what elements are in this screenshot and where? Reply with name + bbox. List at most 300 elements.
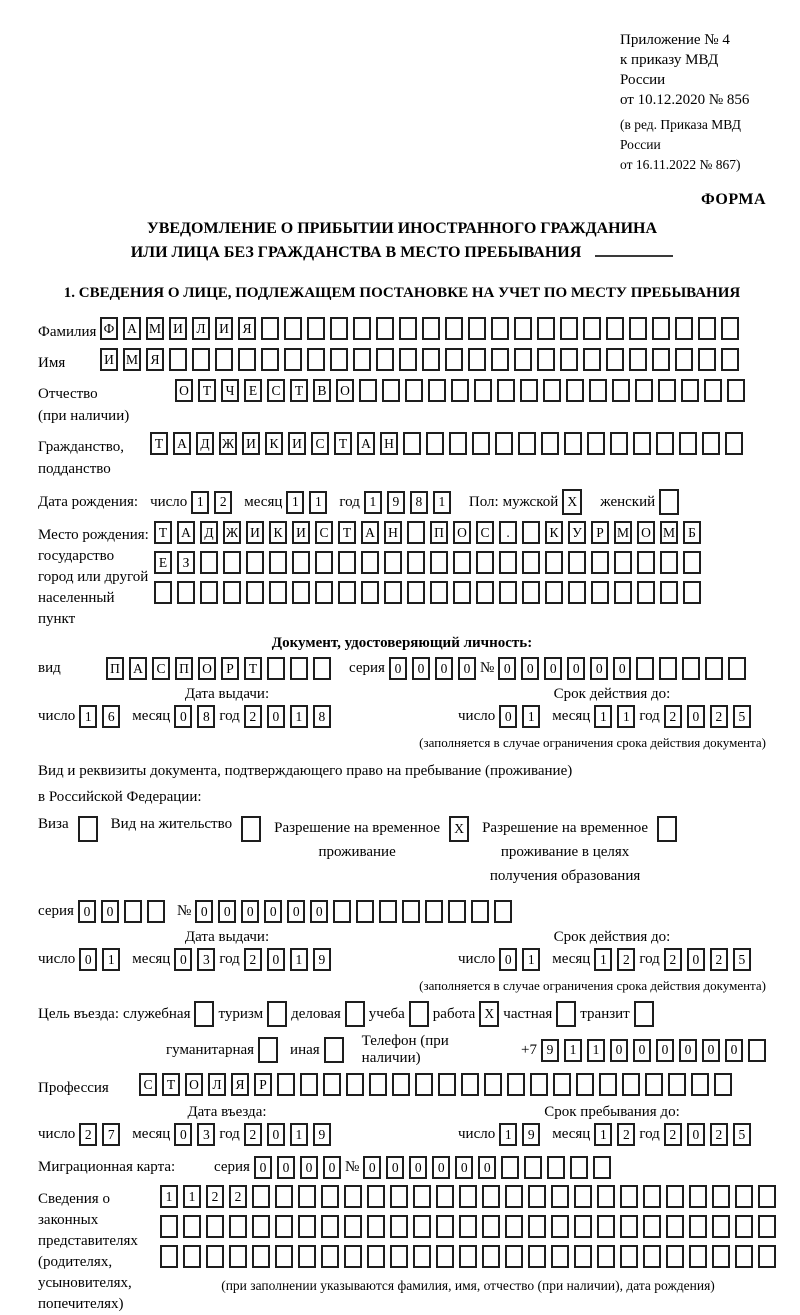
char-cell[interactable]	[689, 1215, 707, 1238]
char-cell[interactable]: М	[660, 521, 678, 544]
char-cell[interactable]	[497, 379, 515, 402]
char-cell[interactable]: 9	[541, 1039, 559, 1062]
char-cell[interactable]	[482, 1245, 500, 1268]
char-cell[interactable]: 2	[710, 1123, 728, 1146]
char-cell[interactable]: 0	[590, 657, 608, 680]
char-cell[interactable]: 0	[725, 1039, 743, 1062]
char-cell[interactable]: 0	[409, 1156, 427, 1179]
char-cell[interactable]	[413, 1215, 431, 1238]
char-cell[interactable]	[476, 551, 494, 574]
char-cell[interactable]	[300, 1073, 318, 1096]
char-cell[interactable]	[384, 551, 402, 574]
char-cell[interactable]	[643, 1185, 661, 1208]
char-cell[interactable]: 0	[687, 1123, 705, 1146]
char-cell[interactable]	[551, 1185, 569, 1208]
char-cell[interactable]	[645, 1073, 663, 1096]
char-cell[interactable]	[471, 900, 489, 923]
char-cell[interactable]	[390, 1185, 408, 1208]
char-cell[interactable]	[666, 1185, 684, 1208]
char-cell[interactable]	[160, 1215, 178, 1238]
char-cell[interactable]	[307, 317, 325, 340]
char-cell[interactable]	[277, 1073, 295, 1096]
char-cell[interactable]	[356, 900, 374, 923]
char-cell[interactable]	[246, 581, 264, 604]
char-cell[interactable]	[436, 1185, 454, 1208]
char-cell[interactable]	[622, 1073, 640, 1096]
char-cell[interactable]	[252, 1215, 270, 1238]
char-cell[interactable]	[476, 581, 494, 604]
char-cell[interactable]: И	[100, 348, 118, 371]
char-cell[interactable]: 9	[522, 1123, 540, 1146]
char-cell[interactable]	[560, 348, 578, 371]
char-cell[interactable]: Е	[244, 379, 262, 402]
char-cell[interactable]	[758, 1245, 776, 1268]
char-cell[interactable]: 0	[300, 1156, 318, 1179]
char-cell[interactable]	[637, 551, 655, 574]
char-cell[interactable]: И	[292, 521, 310, 544]
char-cell[interactable]	[284, 317, 302, 340]
char-cell[interactable]	[338, 581, 356, 604]
char-cell[interactable]	[620, 1185, 638, 1208]
char-cell[interactable]	[436, 1245, 454, 1268]
char-cell[interactable]: 0	[287, 900, 305, 923]
char-cell[interactable]: 3	[197, 1123, 215, 1146]
char-cell[interactable]	[652, 348, 670, 371]
char-cell[interactable]: А	[361, 521, 379, 544]
char-cell[interactable]	[712, 1245, 730, 1268]
char-cell[interactable]	[376, 348, 394, 371]
char-cell[interactable]	[679, 432, 697, 455]
char-cell[interactable]	[353, 348, 371, 371]
char-cell[interactable]	[453, 581, 471, 604]
char-cell[interactable]: 0	[389, 657, 407, 680]
char-cell[interactable]: Л	[208, 1073, 226, 1096]
char-cell[interactable]: 0	[458, 657, 476, 680]
char-cell[interactable]	[629, 317, 647, 340]
char-cell[interactable]	[514, 348, 532, 371]
char-cell[interactable]: 2	[244, 705, 262, 728]
checkbox-cell[interactable]	[78, 816, 98, 842]
char-cell[interactable]	[705, 657, 723, 680]
char-cell[interactable]: 0	[498, 657, 516, 680]
char-cell[interactable]: 0	[499, 948, 517, 971]
char-cell[interactable]: Я	[238, 317, 256, 340]
char-cell[interactable]	[229, 1215, 247, 1238]
char-cell[interactable]	[568, 581, 586, 604]
char-cell[interactable]: 1	[564, 1039, 582, 1062]
char-cell[interactable]	[758, 1185, 776, 1208]
char-cell[interactable]: 0	[264, 900, 282, 923]
char-cell[interactable]: С	[139, 1073, 157, 1096]
char-cell[interactable]	[491, 348, 509, 371]
char-cell[interactable]	[445, 317, 463, 340]
char-cell[interactable]	[683, 581, 701, 604]
char-cell[interactable]: Н	[380, 432, 398, 455]
char-cell[interactable]	[407, 581, 425, 604]
char-cell[interactable]	[537, 348, 555, 371]
char-cell[interactable]: 0	[267, 705, 285, 728]
char-cell[interactable]: 1	[364, 491, 382, 514]
checkbox-cell[interactable]	[634, 1001, 654, 1027]
char-cell[interactable]	[315, 581, 333, 604]
char-cell[interactable]	[344, 1215, 362, 1238]
char-cell[interactable]	[675, 348, 693, 371]
char-cell[interactable]	[369, 1073, 387, 1096]
char-cell[interactable]	[633, 432, 651, 455]
char-cell[interactable]: 0	[567, 657, 585, 680]
char-cell[interactable]	[591, 581, 609, 604]
char-cell[interactable]: З	[177, 551, 195, 574]
char-cell[interactable]	[568, 551, 586, 574]
char-cell[interactable]: И	[242, 432, 260, 455]
char-cell[interactable]: 2	[617, 1123, 635, 1146]
char-cell[interactable]	[689, 1185, 707, 1208]
char-cell[interactable]: А	[173, 432, 191, 455]
char-cell[interactable]	[390, 1245, 408, 1268]
char-cell[interactable]	[392, 1073, 410, 1096]
char-cell[interactable]: 0	[702, 1039, 720, 1062]
char-cell[interactable]	[620, 1245, 638, 1268]
char-cell[interactable]: 0	[613, 657, 631, 680]
char-cell[interactable]	[275, 1215, 293, 1238]
char-cell[interactable]	[637, 581, 655, 604]
char-cell[interactable]	[551, 1215, 569, 1238]
char-cell[interactable]	[495, 432, 513, 455]
char-cell[interactable]	[702, 432, 720, 455]
char-cell[interactable]	[223, 581, 241, 604]
char-cell[interactable]	[344, 1245, 362, 1268]
char-cell[interactable]: М	[614, 521, 632, 544]
char-cell[interactable]	[390, 1215, 408, 1238]
char-cell[interactable]	[468, 317, 486, 340]
char-cell[interactable]	[522, 551, 540, 574]
char-cell[interactable]	[425, 900, 443, 923]
char-cell[interactable]: Т	[244, 657, 262, 680]
char-cell[interactable]: Я	[146, 348, 164, 371]
char-cell[interactable]	[522, 581, 540, 604]
char-cell[interactable]: 7	[102, 1123, 120, 1146]
char-cell[interactable]: 2	[617, 948, 635, 971]
char-cell[interactable]	[461, 1073, 479, 1096]
char-cell[interactable]	[238, 348, 256, 371]
char-cell[interactable]: 0	[499, 705, 517, 728]
char-cell[interactable]	[735, 1215, 753, 1238]
char-cell[interactable]: 2	[214, 491, 232, 514]
char-cell[interactable]: 0	[195, 900, 213, 923]
char-cell[interactable]	[275, 1185, 293, 1208]
char-cell[interactable]: 1	[79, 705, 97, 728]
char-cell[interactable]	[714, 1073, 732, 1096]
char-cell[interactable]: Т	[198, 379, 216, 402]
char-cell[interactable]: 0	[267, 948, 285, 971]
char-cell[interactable]	[660, 581, 678, 604]
char-cell[interactable]	[298, 1185, 316, 1208]
char-cell[interactable]: 0	[432, 1156, 450, 1179]
char-cell[interactable]	[712, 1215, 730, 1238]
char-cell[interactable]: 0	[323, 1156, 341, 1179]
char-cell[interactable]	[367, 1185, 385, 1208]
char-cell[interactable]	[587, 432, 605, 455]
char-cell[interactable]	[505, 1215, 523, 1238]
char-cell[interactable]	[367, 1215, 385, 1238]
char-cell[interactable]: А	[177, 521, 195, 544]
char-cell[interactable]	[361, 581, 379, 604]
char-cell[interactable]	[183, 1215, 201, 1238]
char-cell[interactable]: 0	[277, 1156, 295, 1179]
char-cell[interactable]	[330, 348, 348, 371]
char-cell[interactable]: 0	[544, 657, 562, 680]
char-cell[interactable]	[543, 379, 561, 402]
char-cell[interactable]	[583, 317, 601, 340]
char-cell[interactable]	[712, 1185, 730, 1208]
char-cell[interactable]: Т	[334, 432, 352, 455]
char-cell[interactable]: О	[453, 521, 471, 544]
char-cell[interactable]	[518, 432, 536, 455]
char-cell[interactable]	[620, 1215, 638, 1238]
char-cell[interactable]	[482, 1185, 500, 1208]
char-cell[interactable]	[606, 348, 624, 371]
char-cell[interactable]: Р	[254, 1073, 272, 1096]
char-cell[interactable]	[399, 317, 417, 340]
checkbox-cell[interactable]	[324, 1037, 344, 1063]
char-cell[interactable]: 1	[290, 948, 308, 971]
char-cell[interactable]	[428, 379, 446, 402]
char-cell[interactable]: Р	[591, 521, 609, 544]
char-cell[interactable]	[422, 348, 440, 371]
char-cell[interactable]: О	[637, 521, 655, 544]
char-cell[interactable]	[215, 348, 233, 371]
char-cell[interactable]	[147, 900, 165, 923]
char-cell[interactable]: 0	[478, 1156, 496, 1179]
char-cell[interactable]	[183, 1245, 201, 1268]
char-cell[interactable]: 1	[617, 705, 635, 728]
char-cell[interactable]	[593, 1156, 611, 1179]
char-cell[interactable]	[275, 1245, 293, 1268]
char-cell[interactable]	[323, 1073, 341, 1096]
char-cell[interactable]: 0	[412, 657, 430, 680]
char-cell[interactable]: 0	[174, 948, 192, 971]
char-cell[interactable]: С	[152, 657, 170, 680]
checkbox-cell[interactable]	[657, 816, 677, 842]
char-cell[interactable]: 0	[78, 900, 96, 923]
char-cell[interactable]	[330, 317, 348, 340]
char-cell[interactable]	[321, 1245, 339, 1268]
char-cell[interactable]: П	[106, 657, 124, 680]
char-cell[interactable]: 0	[521, 657, 539, 680]
char-cell[interactable]	[599, 1073, 617, 1096]
char-cell[interactable]	[547, 1156, 565, 1179]
char-cell[interactable]	[379, 900, 397, 923]
char-cell[interactable]: М	[146, 317, 164, 340]
char-cell[interactable]	[405, 379, 423, 402]
char-cell[interactable]: Р	[221, 657, 239, 680]
char-cell[interactable]	[229, 1245, 247, 1268]
char-cell[interactable]	[528, 1245, 546, 1268]
char-cell[interactable]: 8	[197, 705, 215, 728]
char-cell[interactable]	[574, 1245, 592, 1268]
char-cell[interactable]	[528, 1185, 546, 1208]
char-cell[interactable]	[614, 551, 632, 574]
char-cell[interactable]	[612, 379, 630, 402]
char-cell[interactable]	[124, 900, 142, 923]
char-cell[interactable]	[468, 348, 486, 371]
char-cell[interactable]	[666, 1245, 684, 1268]
char-cell[interactable]: А	[129, 657, 147, 680]
char-cell[interactable]	[246, 551, 264, 574]
char-cell[interactable]: 9	[313, 948, 331, 971]
char-cell[interactable]	[177, 581, 195, 604]
char-cell[interactable]	[338, 551, 356, 574]
char-cell[interactable]	[261, 348, 279, 371]
char-cell[interactable]	[361, 551, 379, 574]
char-cell[interactable]	[597, 1185, 615, 1208]
checkbox-cell[interactable]: X	[479, 1001, 499, 1027]
char-cell[interactable]	[698, 348, 716, 371]
char-cell[interactable]	[545, 581, 563, 604]
char-cell[interactable]	[430, 581, 448, 604]
char-cell[interactable]	[553, 1073, 571, 1096]
char-cell[interactable]	[566, 379, 584, 402]
char-cell[interactable]: 5	[733, 1123, 751, 1146]
char-cell[interactable]	[551, 1245, 569, 1268]
char-cell[interactable]: О	[336, 379, 354, 402]
char-cell[interactable]	[359, 379, 377, 402]
char-cell[interactable]	[413, 1245, 431, 1268]
char-cell[interactable]: 0	[656, 1039, 674, 1062]
char-cell[interactable]: 6	[102, 705, 120, 728]
char-cell[interactable]: Ж	[223, 521, 241, 544]
char-cell[interactable]	[223, 551, 241, 574]
char-cell[interactable]	[689, 1245, 707, 1268]
char-cell[interactable]: 0	[254, 1156, 272, 1179]
char-cell[interactable]	[261, 317, 279, 340]
char-cell[interactable]	[399, 348, 417, 371]
char-cell[interactable]: 2	[244, 948, 262, 971]
char-cell[interactable]	[403, 432, 421, 455]
char-cell[interactable]	[267, 657, 285, 680]
char-cell[interactable]: 1	[433, 491, 451, 514]
char-cell[interactable]	[482, 1215, 500, 1238]
checkbox-cell[interactable]	[194, 1001, 214, 1027]
char-cell[interactable]	[528, 1215, 546, 1238]
char-cell[interactable]	[407, 521, 425, 544]
char-cell[interactable]	[449, 432, 467, 455]
char-cell[interactable]: А	[357, 432, 375, 455]
char-cell[interactable]: 2	[229, 1185, 247, 1208]
char-cell[interactable]	[344, 1185, 362, 1208]
char-cell[interactable]: О	[185, 1073, 203, 1096]
char-cell[interactable]	[597, 1215, 615, 1238]
char-cell[interactable]	[436, 1215, 454, 1238]
char-cell[interactable]	[505, 1185, 523, 1208]
char-cell[interactable]	[520, 379, 538, 402]
checkbox-cell[interactable]	[241, 816, 261, 842]
char-cell[interactable]: С	[311, 432, 329, 455]
char-cell[interactable]	[206, 1215, 224, 1238]
char-cell[interactable]: 2	[710, 705, 728, 728]
char-cell[interactable]	[459, 1185, 477, 1208]
char-cell[interactable]: 1	[286, 491, 304, 514]
char-cell[interactable]	[597, 1245, 615, 1268]
char-cell[interactable]	[459, 1245, 477, 1268]
char-cell[interactable]: Ф	[100, 317, 118, 340]
char-cell[interactable]	[438, 1073, 456, 1096]
char-cell[interactable]: 1	[102, 948, 120, 971]
char-cell[interactable]	[564, 432, 582, 455]
char-cell[interactable]	[560, 317, 578, 340]
char-cell[interactable]	[321, 1215, 339, 1238]
char-cell[interactable]: К	[269, 521, 287, 544]
char-cell[interactable]: Д	[196, 432, 214, 455]
char-cell[interactable]: 2	[710, 948, 728, 971]
char-cell[interactable]	[367, 1245, 385, 1268]
char-cell[interactable]: 1	[499, 1123, 517, 1146]
char-cell[interactable]: И	[246, 521, 264, 544]
char-cell[interactable]	[474, 379, 492, 402]
char-cell[interactable]	[668, 1073, 686, 1096]
char-cell[interactable]: Ч	[221, 379, 239, 402]
checkbox-cell[interactable]	[409, 1001, 429, 1027]
char-cell[interactable]: 0	[241, 900, 259, 923]
char-cell[interactable]	[505, 1245, 523, 1268]
char-cell[interactable]: 9	[313, 1123, 331, 1146]
char-cell[interactable]	[507, 1073, 525, 1096]
char-cell[interactable]	[402, 900, 420, 923]
char-cell[interactable]	[430, 551, 448, 574]
char-cell[interactable]	[727, 379, 745, 402]
char-cell[interactable]: Ж	[219, 432, 237, 455]
char-cell[interactable]	[591, 551, 609, 574]
char-cell[interactable]	[725, 432, 743, 455]
char-cell[interactable]: 0	[633, 1039, 651, 1062]
char-cell[interactable]	[683, 551, 701, 574]
char-cell[interactable]	[658, 379, 676, 402]
char-cell[interactable]	[514, 317, 532, 340]
char-cell[interactable]	[666, 1215, 684, 1238]
char-cell[interactable]: Н	[384, 521, 402, 544]
char-cell[interactable]	[656, 432, 674, 455]
char-cell[interactable]	[472, 432, 490, 455]
checkbox-cell[interactable]: X	[449, 816, 469, 842]
char-cell[interactable]	[635, 379, 653, 402]
char-cell[interactable]: К	[265, 432, 283, 455]
char-cell[interactable]	[269, 551, 287, 574]
char-cell[interactable]	[415, 1073, 433, 1096]
char-cell[interactable]: 0	[687, 948, 705, 971]
char-cell[interactable]	[445, 348, 463, 371]
char-cell[interactable]	[499, 551, 517, 574]
char-cell[interactable]	[675, 317, 693, 340]
char-cell[interactable]: 0	[267, 1123, 285, 1146]
char-cell[interactable]	[200, 581, 218, 604]
char-cell[interactable]: Е	[154, 551, 172, 574]
char-cell[interactable]: 1	[587, 1039, 605, 1062]
char-cell[interactable]: 1	[522, 948, 540, 971]
char-cell[interactable]	[292, 581, 310, 604]
char-cell[interactable]: 1	[290, 1123, 308, 1146]
char-cell[interactable]: 0	[435, 657, 453, 680]
char-cell[interactable]	[735, 1245, 753, 1268]
char-cell[interactable]: 3	[197, 948, 215, 971]
char-cell[interactable]	[537, 317, 555, 340]
char-cell[interactable]	[614, 581, 632, 604]
char-cell[interactable]	[453, 551, 471, 574]
char-cell[interactable]: Л	[192, 317, 210, 340]
char-cell[interactable]	[494, 900, 512, 923]
char-cell[interactable]: 2	[79, 1123, 97, 1146]
char-cell[interactable]: 5	[733, 948, 751, 971]
char-cell[interactable]	[200, 551, 218, 574]
